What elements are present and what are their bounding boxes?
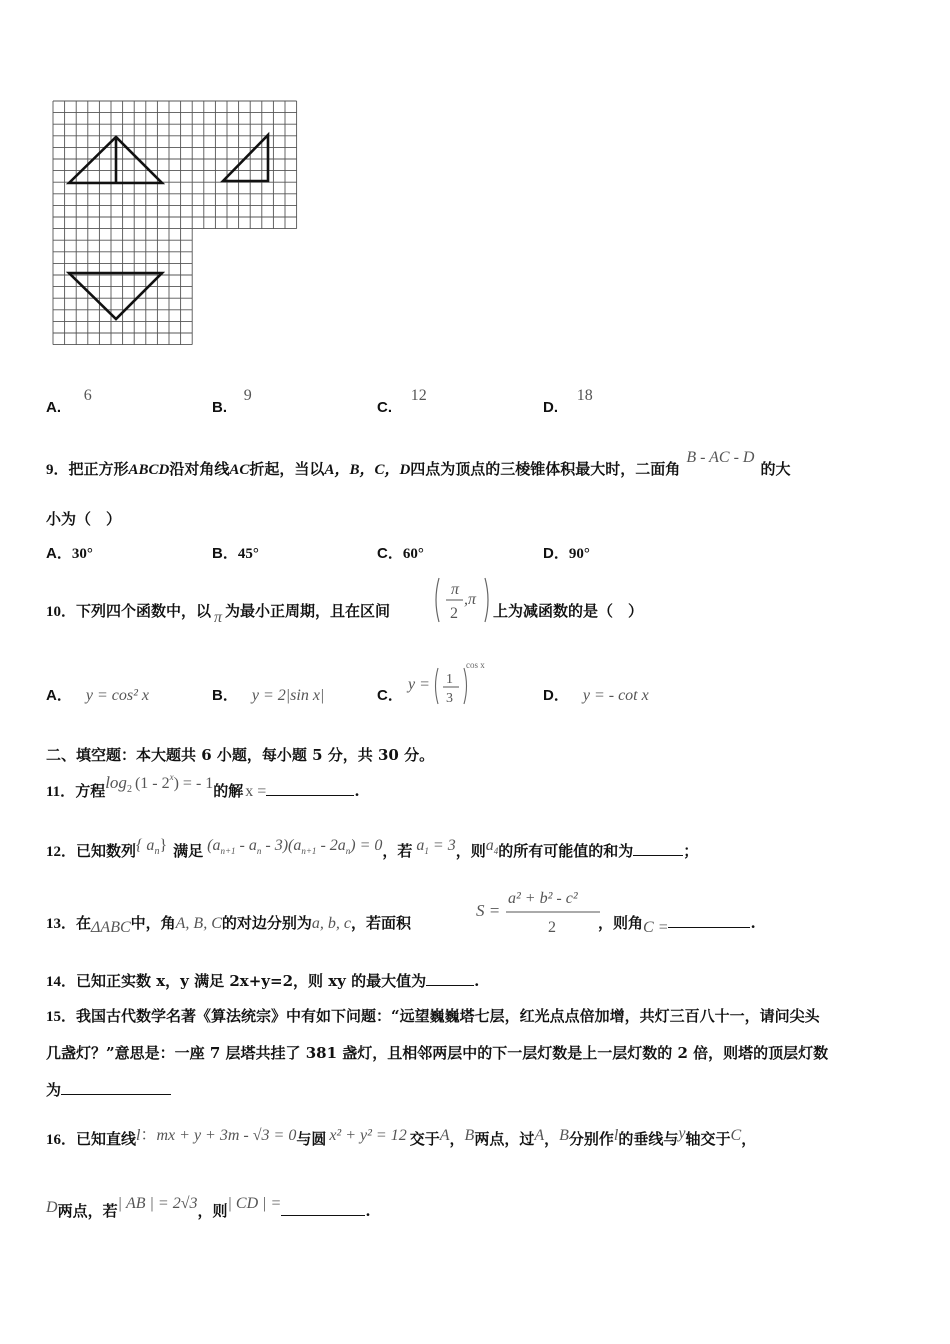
q10-option-a[interactable]: A． y = cos² x (46, 687, 149, 704)
q9-number: 9． (46, 462, 69, 478)
svg-text:cos x: cos x (466, 660, 485, 670)
q13: 13．在ΔABC中，角A, B, C的对边分别为a, b, c，若面积 (46, 914, 412, 936)
q10-interval-num: π (451, 581, 460, 598)
q9-option-a[interactable]: A．30° (46, 545, 93, 562)
svg-text:y =: y = (408, 676, 430, 693)
section2-heading: 二、填空题：本大题共 6 小题，每小题 5 分，共 30 分。 (46, 746, 435, 764)
q13-end: ，则角C = . (598, 914, 756, 936)
svg-text:a² + b² - c²: a² + b² - c² (508, 890, 578, 907)
q9-line1: 9．把正方形ABCD沿对角线AC折起，当以A，B，C，D四点为顶点的三棱锥体积最大时，二面角B - AC - D的大 (46, 449, 791, 478)
q15-line3: 为 (46, 1079, 171, 1100)
q9-option-d[interactable]: D．90° (543, 545, 590, 562)
q10-text-end: 上为减函数的是（ ） (493, 602, 644, 620)
q9-option-c[interactable]: C．60° (377, 545, 424, 562)
q8-option-c-value: 12 (410, 387, 427, 404)
triangle-top-view (69, 273, 162, 319)
q15-line1: 15．我国古代数学名著《算法统宗》中有如下问题：“远望巍巍塔七层，红光点点倍加增，共灯三百八十一，请问尖头 (46, 1007, 820, 1025)
triangle-side-view (223, 135, 268, 181)
q9-option-b[interactable]: B．45° (212, 545, 259, 562)
q16-line2: D两点，若| AB | = 2√3，则| CD | = . (46, 1195, 371, 1220)
q8-option-a-label: A. (46, 399, 61, 416)
q13-area-formula (474, 882, 604, 938)
q8-option-b[interactable] (212, 387, 252, 417)
q8-option-b-label: B. (212, 399, 227, 416)
q10-interval-svg (433, 574, 495, 626)
q11: 11．方程$\log^2 (1 - 2^x)$ = - 1的解 x = . (46, 772, 360, 800)
q10-interval-den: 2 (450, 605, 458, 622)
q8-option-d-label: D. (543, 399, 558, 416)
grid-triangles-figure (45, 95, 310, 360)
q10-option-b[interactable]: B． y = 2|sin x| (212, 687, 325, 704)
svg-text:3: 3 (446, 691, 453, 706)
svg-text:S =: S = (476, 901, 501, 920)
q8-option-c-label: C. (377, 399, 392, 416)
q10-interval (433, 574, 495, 630)
q14: 14．已知正实数 x，y 满足 2x+y=2，则 xy 的最大值为 . (46, 972, 480, 990)
svg-text:2: 2 (548, 919, 556, 936)
q9-line2: 小为（ ） (46, 510, 122, 528)
q10-option-c[interactable]: C． (377, 687, 403, 704)
q16-answer-blank[interactable] (281, 1201, 365, 1216)
q12-answer-blank[interactable] (633, 841, 683, 856)
q10-option-c-expr (406, 656, 490, 710)
q13-answer-blank[interactable] (668, 913, 750, 928)
q16-line1: 16．已知直线l：mx + y + 3m - √3 = 0与圆 x² + y² = 12 交于A，B两点，过A，B分别作l的垂线与y轴交于C， (46, 1125, 757, 1148)
q10-line1: 10．下列四个函数中，以 π 为最小正周期，且在区间 (46, 602, 391, 626)
q14-answer-blank[interactable] (426, 971, 474, 986)
q12: 12．已知数列{ an} 满足 $(a_{n+1} - a_n - 3)(a_{n+1} - 2a_n) = 0$，若 $a_1 = 3$，则$a_4$的所有可能值的和为 ； (46, 837, 699, 860)
q8-option-a-value: 6 (83, 387, 92, 404)
q8-option-c[interactable] (377, 387, 427, 417)
q8-option-a[interactable] (46, 387, 92, 417)
q15-line2: 几盏灯？”意思是：一座 7 层塔共挂了 381 盏灯，且相邻两层中的下一层灯数是上一层灯数的 2 倍，则塔的顶层灯数 (46, 1044, 829, 1062)
q8-option-d[interactable] (543, 387, 593, 417)
q10-option-d[interactable]: D． y = - cot x (543, 687, 649, 704)
q10-interval-tail: ,π (464, 591, 477, 608)
q11-answer-blank[interactable] (266, 781, 354, 796)
svg-text:1: 1 (446, 672, 453, 687)
q8-option-b-value: 9 (243, 387, 252, 404)
q8-option-d-value: 18 (576, 387, 593, 404)
q15-answer-blank[interactable] (61, 1080, 171, 1095)
